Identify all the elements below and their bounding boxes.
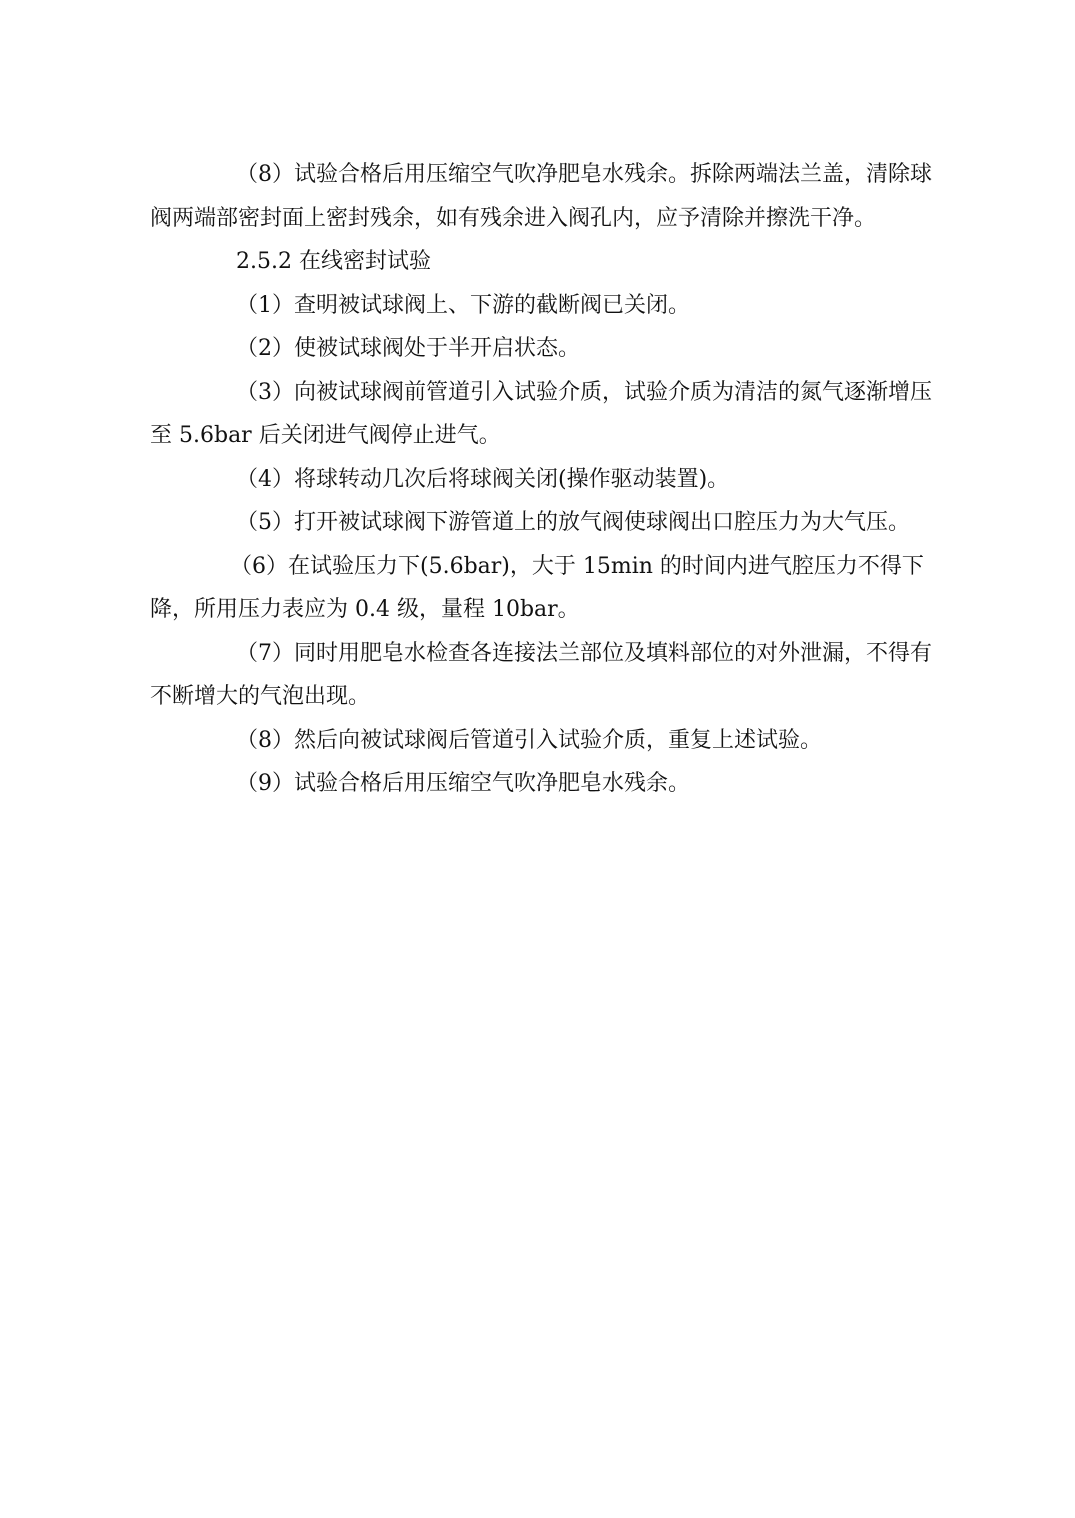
paragraph-step-8-cleanup: （8）试验合格后用压缩空气吹净肥皂水残余。拆除两端法兰盖，清除球阀两端部密封面上密封残余，如有残余进入阀孔内，应予清除并擦洗干净。 — [150, 162, 932, 231]
section-heading-2-5-2: 2.5.2 在线密封试验 — [236, 249, 431, 274]
paragraph-step-4: （4）将球转动几次后将球阀关闭(操作驱动装置)。 — [236, 466, 730, 492]
paragraph-step-6: （6）在试验压力下(5.6bar)，大于 15min 的时间内进气腔压力不得下降，所用压力表应为 0.4 级，量程 10bar。 — [150, 553, 924, 622]
paragraph-step-7: （7）同时用肥皂水检查各连接法兰部位及填料部位的对外泄漏，不得有不断增大的气泡出现。 — [150, 640, 932, 709]
paragraph-step-8: （8）然后向被试球阀后管道引入试验介质，重复上述试验。 — [236, 727, 822, 753]
paragraph-step-9: （9）试验合格后用压缩空气吹净肥皂水残余。 — [236, 771, 690, 796]
paragraph-step-2: （2）使被试球阀处于半开启状态。 — [236, 336, 580, 361]
paragraph-step-1: （1）查明被试球阀上、下游的截断阀已关闭。 — [236, 292, 690, 318]
paragraph-step-3: （3）向被试球阀前管道引入试验介质，试验介质为清洁的氮气逐渐增压至 5.6bar 后关闭进气阀停止进气。 — [150, 379, 932, 448]
paragraph-step-5: （5）打开被试球阀下游管道上的放气阀使球阀出口腔压力为大气压。 — [236, 510, 910, 535]
document-body — [150, 153, 940, 806]
